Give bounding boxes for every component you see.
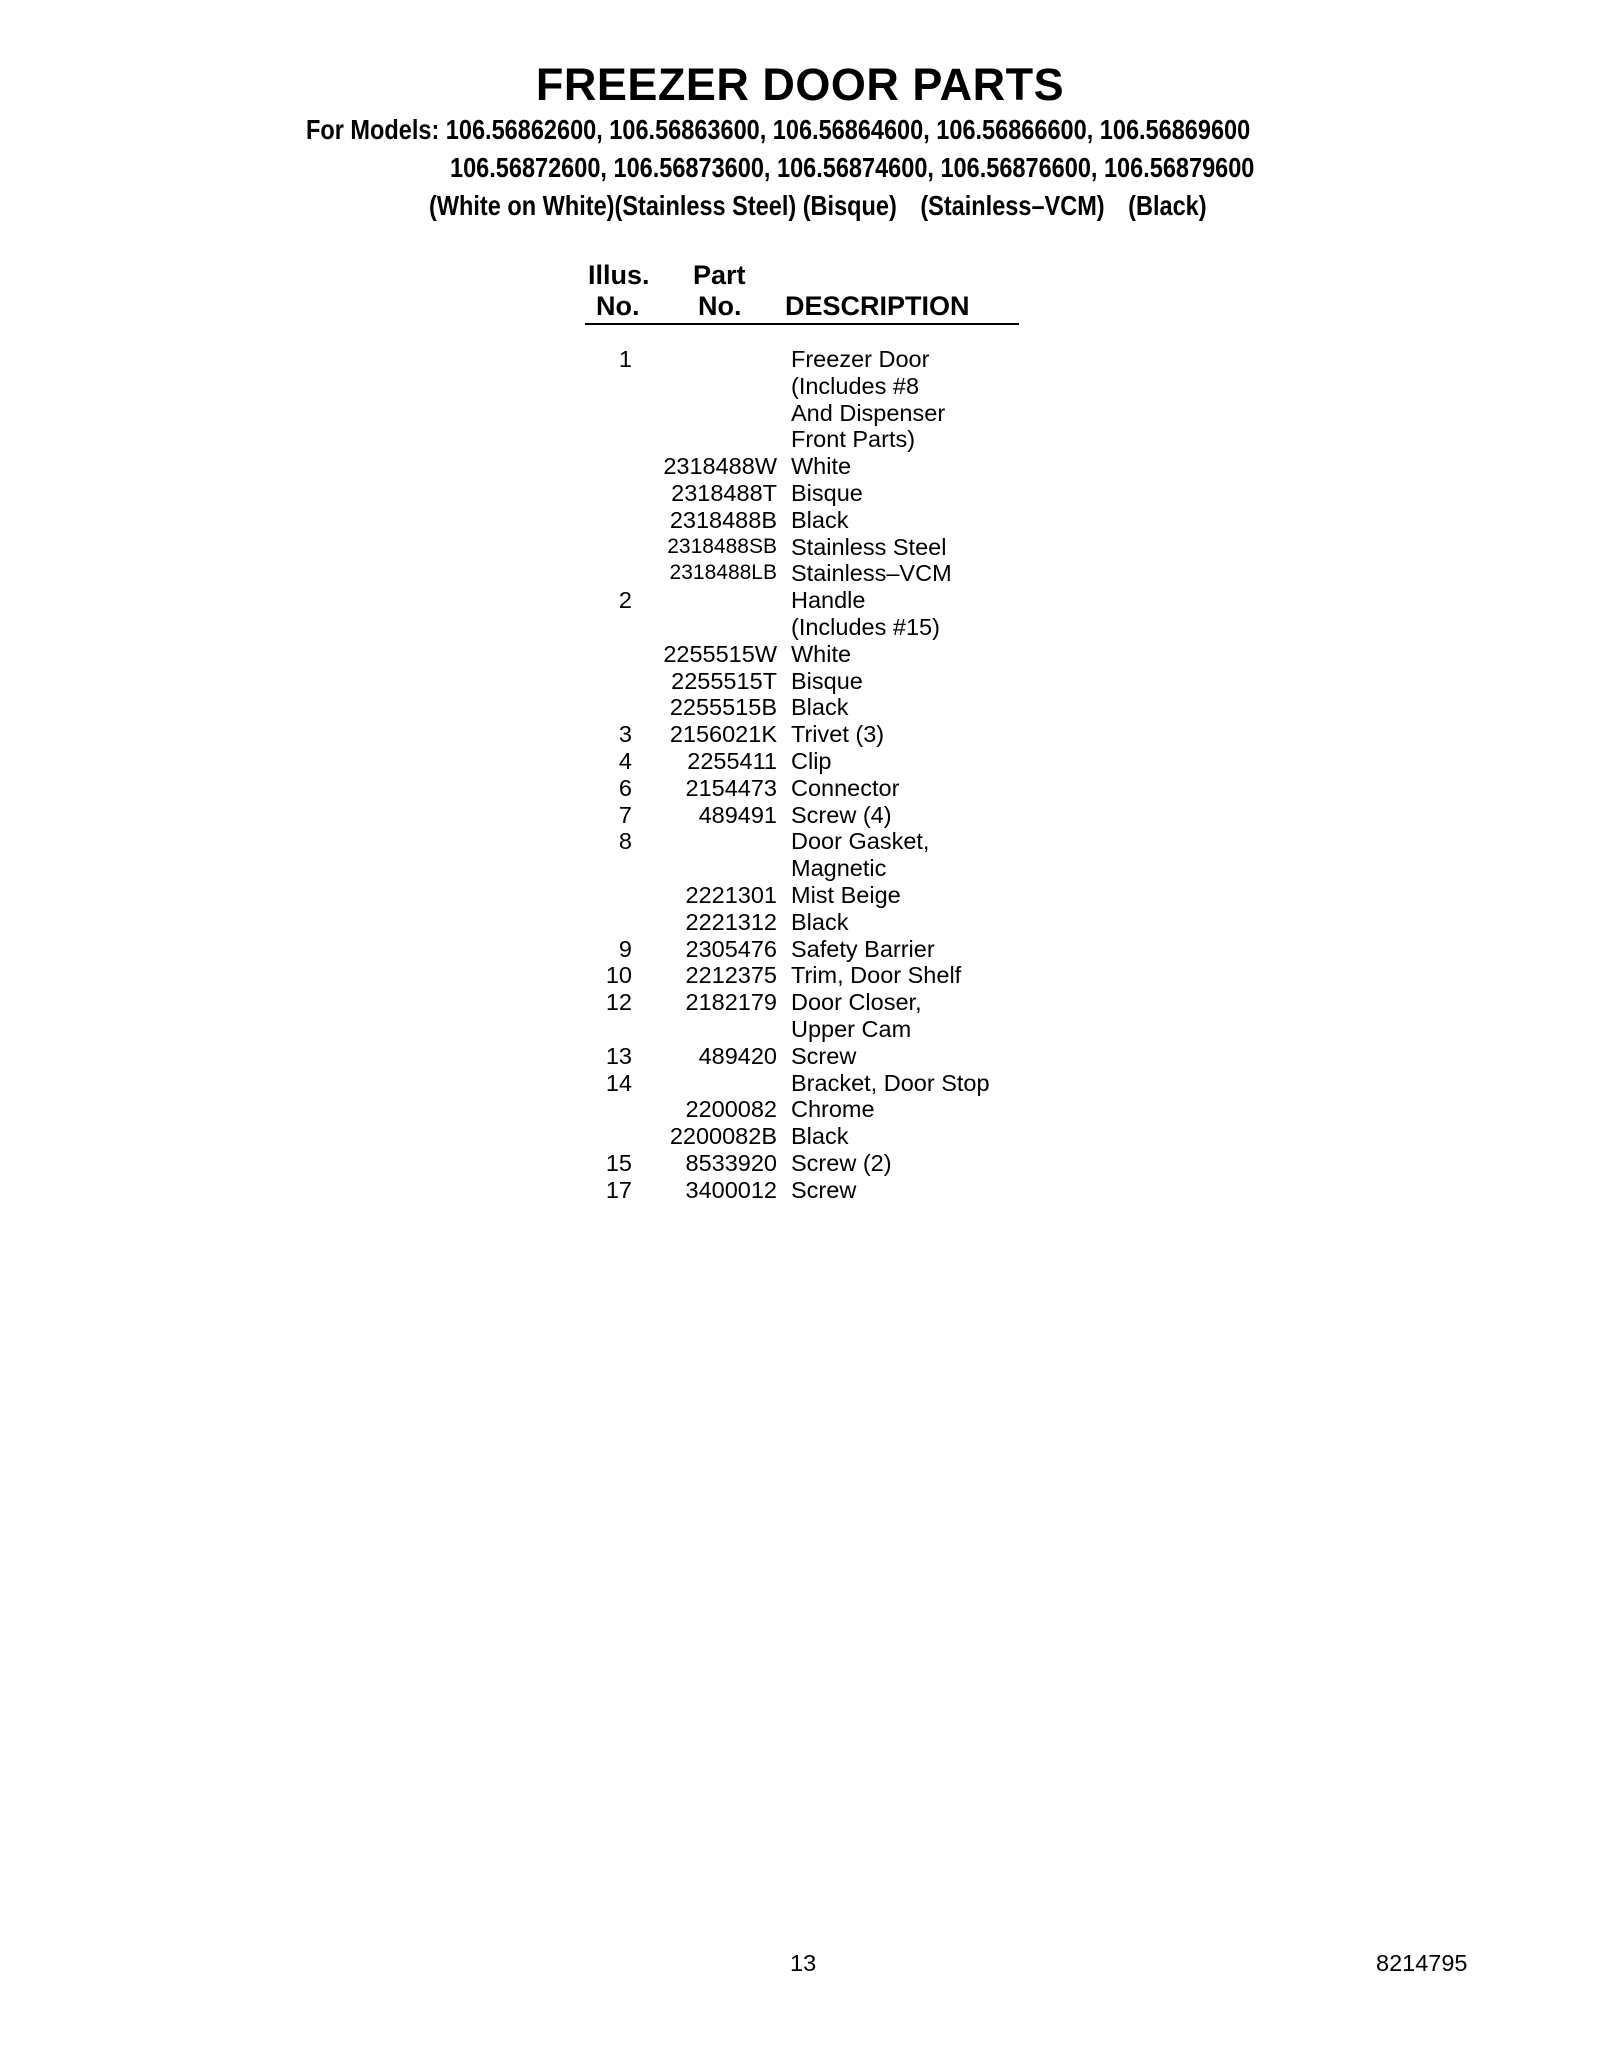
header-part-line-2: No. [698, 291, 742, 321]
page-title: FREEZER DOOR PARTS [535, 59, 1065, 110]
part-description: Stainless Steel [791, 533, 947, 560]
table-row [0, 480, 1100, 507]
part-number: 2255411 [687, 747, 777, 774]
illus-number: 2 [618, 587, 632, 614]
illus-number: 7 [618, 801, 632, 828]
table-row [0, 534, 1100, 561]
table-row [0, 1096, 1100, 1123]
table-row [0, 1177, 1100, 1204]
table-row [0, 721, 1100, 748]
part-number: 2318488B [669, 506, 777, 533]
table-row [0, 989, 1100, 1016]
table-row [0, 641, 1100, 668]
part-number: 2318488W [663, 453, 777, 480]
page-number: 13 [790, 1950, 817, 1976]
part-description: Screw (2) [791, 1149, 892, 1176]
part-description: Screw [791, 1042, 857, 1069]
part-description: White [791, 453, 852, 480]
illus-number: 14 [605, 1069, 632, 1096]
illus-number: 6 [618, 774, 632, 801]
finish-black: (Black) [1128, 190, 1207, 221]
illus-number: 17 [605, 1176, 632, 1203]
part-number: 2156021K [669, 721, 777, 748]
part-description: Chrome [791, 1096, 875, 1123]
part-number: 2255515T [671, 667, 777, 694]
part-description: Screw [791, 1176, 857, 1203]
table-row [0, 426, 1100, 453]
illus-number: 3 [618, 721, 632, 748]
table-row [0, 587, 1100, 614]
table-row [0, 828, 1100, 855]
part-description: Bisque [791, 479, 863, 506]
table-row [0, 748, 1100, 775]
table-row [0, 373, 1100, 400]
part-description: White [791, 640, 852, 667]
part-description: Door Gasket, [791, 828, 930, 855]
illus-number: 8 [618, 828, 632, 855]
table-row [0, 668, 1100, 695]
part-description: Clip [791, 747, 832, 774]
illus-number: 13 [605, 1042, 632, 1069]
part-description: Trim, Door Shelf [791, 962, 962, 989]
part-number: 2318488T [671, 479, 777, 506]
illus-number: 12 [605, 989, 632, 1016]
illus-number: 15 [605, 1149, 632, 1176]
document-number: 8214795 [1376, 1950, 1468, 1976]
part-description: (Includes #15) [791, 613, 940, 640]
table-row [0, 962, 1100, 989]
part-description: Screw (4) [791, 801, 892, 828]
table-row [0, 802, 1100, 829]
part-description: Black [791, 506, 849, 533]
part-number: 3400012 [685, 1176, 777, 1203]
part-description: Freezer Door [791, 346, 930, 372]
part-description: Trivet (3) [791, 721, 885, 748]
part-description: Door Closer, [791, 989, 922, 1016]
table-row [0, 614, 1100, 641]
part-description: Stainless–VCM [791, 560, 952, 587]
illus-number: 10 [605, 962, 632, 989]
part-description: Connector [791, 774, 900, 801]
header-rule [585, 323, 1019, 325]
part-description: Black [791, 1123, 849, 1150]
part-number: 8533920 [685, 1149, 777, 1176]
table-row [0, 560, 1100, 587]
part-number: 2318488SB [667, 534, 777, 558]
part-description: Bisque [791, 667, 863, 694]
table-row [0, 346, 1100, 373]
illus-number: 9 [618, 935, 632, 962]
part-description: Handle [791, 587, 866, 614]
table-row [0, 1016, 1100, 1043]
part-description: Bracket, Door Stop [791, 1069, 990, 1096]
part-description: Black [791, 694, 849, 721]
part-description: (Includes #8 [791, 372, 920, 399]
header-illus-line-2: No. [596, 291, 640, 321]
part-number: 2182179 [685, 989, 777, 1016]
part-number: 2154473 [685, 774, 777, 801]
table-row [0, 507, 1100, 534]
part-number: 2255515W [663, 640, 777, 667]
table-row [0, 855, 1100, 882]
table-row [0, 936, 1100, 963]
table-row [0, 1070, 1100, 1097]
table-row [0, 400, 1100, 427]
models-line-1: For Models: 106.56862600, 106.56863600, 106.56864600, 106.56866600, 106.56869600 [306, 114, 1251, 145]
table-row [0, 453, 1100, 480]
part-description: Safety Barrier [791, 935, 935, 962]
models-line-2: 106.56872600, 106.56873600, 106.56874600, 106.56876600, 106.56879600 [450, 152, 1255, 183]
illus-number: 4 [618, 747, 632, 774]
part-number: 2200082B [669, 1123, 777, 1150]
illus-number: 1 [618, 346, 632, 372]
part-description: Front Parts) [791, 426, 916, 453]
part-description: Magnetic [791, 855, 887, 882]
part-number: 2212375 [685, 962, 777, 989]
part-number: 2200082 [685, 1096, 777, 1123]
table-row [0, 1150, 1100, 1177]
part-number: 489491 [698, 801, 777, 828]
part-description: Upper Cam [791, 1015, 912, 1042]
table-row [0, 775, 1100, 802]
table-row [0, 909, 1100, 936]
parts-list [0, 346, 1100, 1204]
part-number: 2255515B [669, 694, 777, 721]
header-part-line-1: Part [693, 260, 746, 290]
part-description: And Dispenser [791, 399, 946, 426]
header-illus-line-1: Illus. [588, 260, 650, 290]
table-row [0, 694, 1100, 721]
finish-stainless-vcm: (Stainless–VCM) [920, 190, 1105, 221]
table-row [0, 882, 1100, 909]
part-description: Mist Beige [791, 881, 901, 908]
header-description: DESCRIPTION [785, 291, 970, 321]
finish-list: (White on White)(Stainless Steel) (Bisque) [429, 190, 897, 221]
part-number: 2221312 [685, 908, 777, 935]
part-number: 2305476 [685, 935, 777, 962]
part-number: 2221301 [685, 881, 777, 908]
models-line-3 [429, 192, 1207, 220]
table-row [0, 1123, 1100, 1150]
part-number: 489420 [698, 1042, 777, 1069]
part-number: 2318488LB [669, 561, 777, 585]
table-row [0, 1043, 1100, 1070]
part-description: Black [791, 908, 849, 935]
